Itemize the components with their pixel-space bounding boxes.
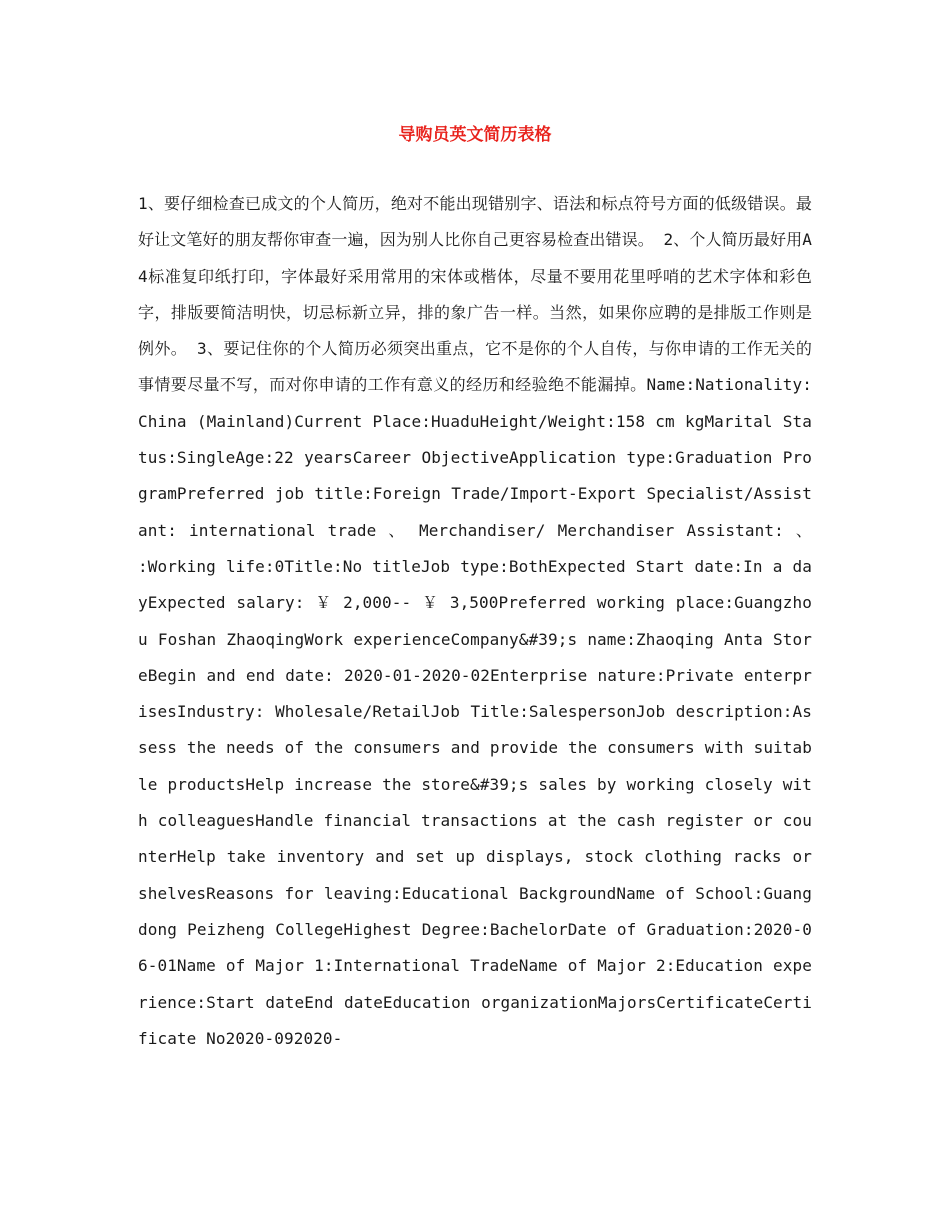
- document-title: 导购员英文简历表格: [398, 125, 552, 145]
- document-body-text: 1、要仔细检查已成文的个人简历，绝对不能出现错别字、语法和标点符号方面的低级错误。最好让文笔好的朋友帮你审查一遍，因为别人比你自己更容易检查出错误。 2、个人简历最好用A4标准复印纸打印，字体最好采用常用的宋体或楷体，尽量不要用花里呼哨的艺术字体和彩色字，排版要简洁明快，切忌标新立异，排的象广告一样。当然，如果你应聘的是排版工作则是例外。 3、要记住你的个人简历必须突出重点，它不是你的个人自传，与你申请的工作无关的事情要尽量不写，而对你申请的工作有意义的经历和经验绝不能漏掉。Name:Nationality:China (Mainland)Current Place:HuaduHeight/Weight:158 cm kgMarital Status:SingleAge:22 yearsCareer ObjectiveApplication type:Graduation ProgramPreferred job title:Foreign Trade/Import-Export Specialist/Assistant: international trade 、 Merchandiser/ Merchandiser Assistant: 、 :Working life:0Title:No titleJob type:BothExpected Start date:In a dayExpected salary: ￥ 2,000-- ￥ 3,500Preferred working place:Guangzhou Foshan ZhaoqingWork experienceCompany&#39;s name:Zhaoqing Anta StoreBegin and end date: 2020-01-2020-02Enterprise nature:Private enterprisesIndustry: Wholesale/RetailJob Title:SalespersonJob description:Assess the needs of the consumers and provide the consumers with suitable productsHelp increase the store&#39;s sales by working closely with colleaguesHandle financial transactions at the cash register or counterHelp take inventory and set up displays, stock clothing racks or shelvesReasons for leaving:Educational BackgroundName of School:Guangdong Peizheng CollegeHighest Degree:BachelorDate of Graduation:2020-06-01Name of Major 1:International TradeName of Major 2:Education experience:Start dateEnd dateEducation organizationMajorsCertificateCertificate No2020-092020-: [138, 194, 812, 1048]
